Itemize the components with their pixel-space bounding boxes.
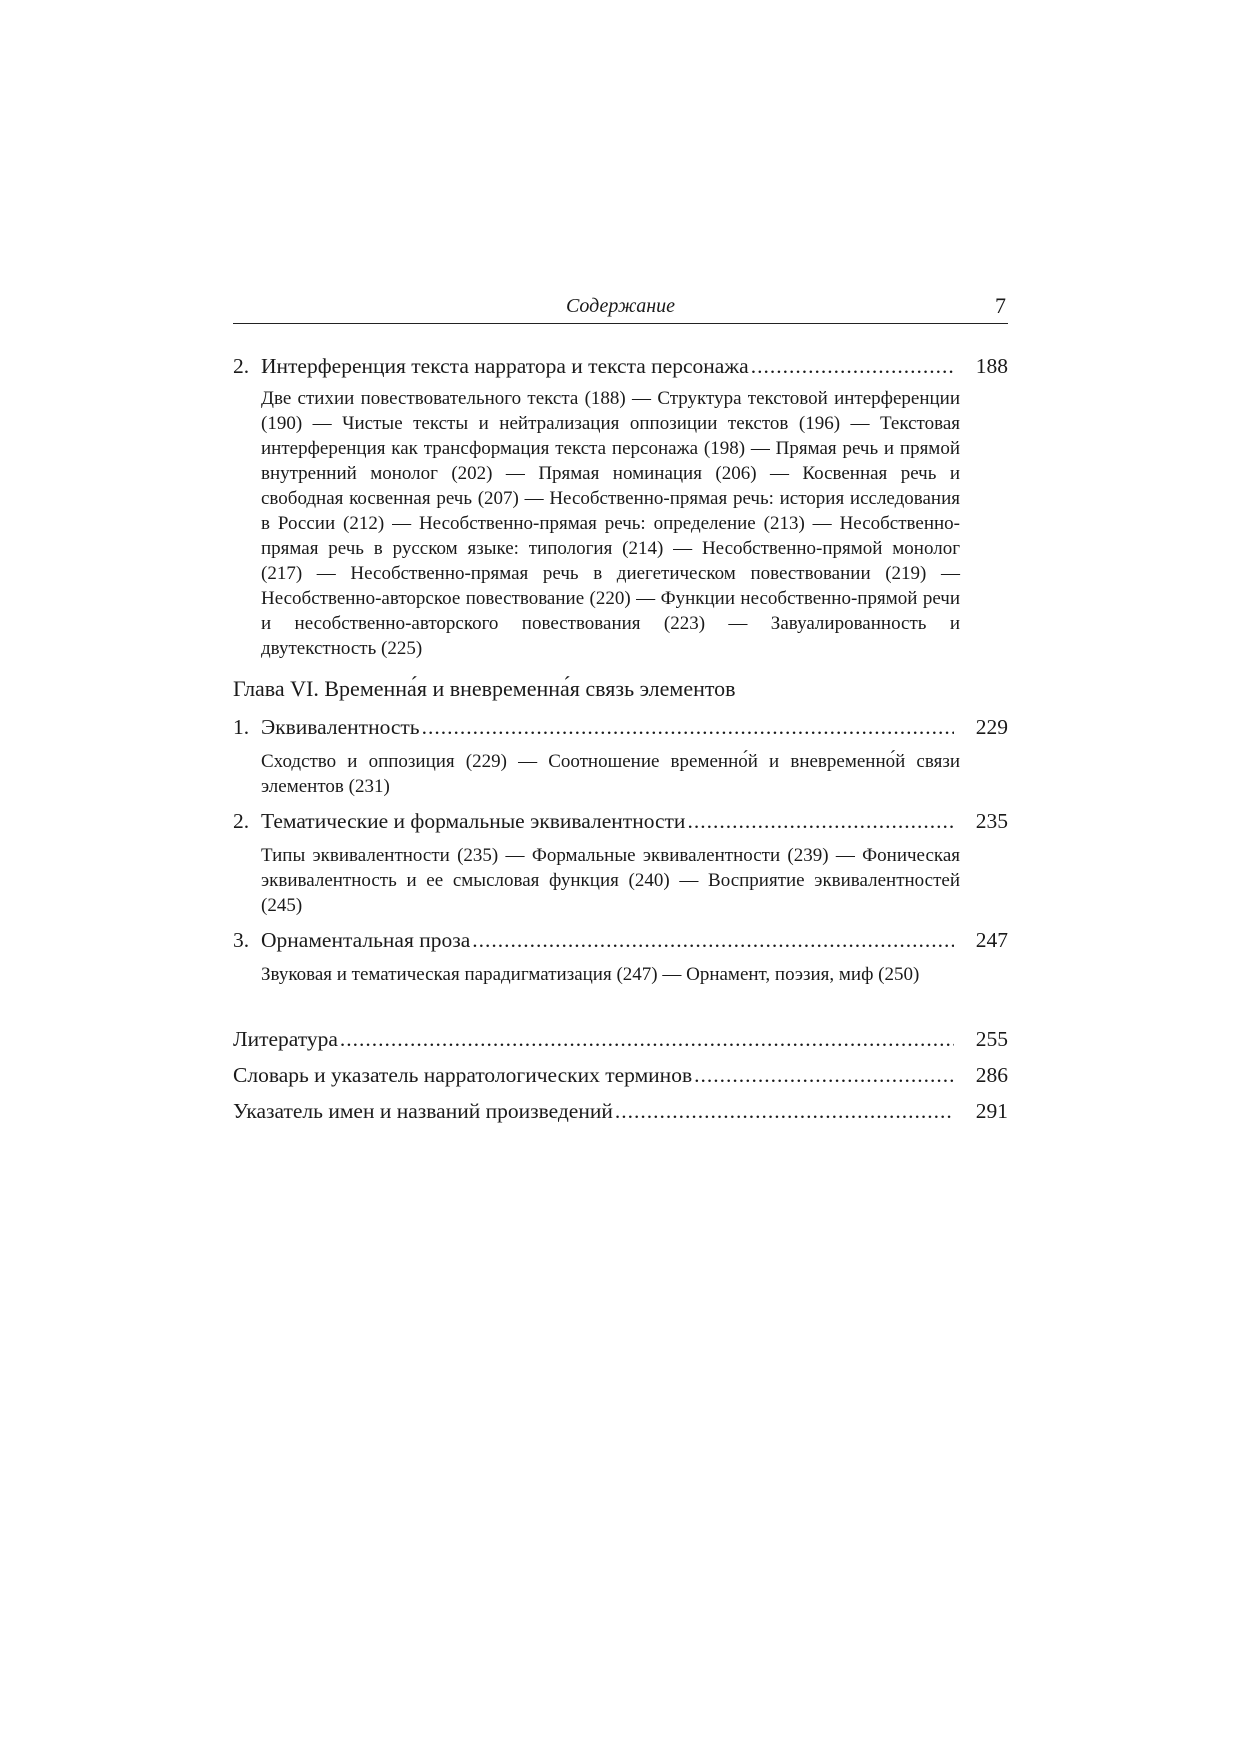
back-matter-page: 286 xyxy=(975,1063,1008,1087)
back-matter xyxy=(233,1025,1008,1125)
back-matter-title: Словарь и указатель нарратологических терминов xyxy=(233,1063,693,1087)
dot-leader xyxy=(472,926,954,954)
section-title: Эквивалентность xyxy=(261,715,420,739)
dot-leader xyxy=(687,807,954,835)
section-title: Интерференция текста нарратора и текста персонажа xyxy=(261,354,749,378)
section-number: 2. xyxy=(233,809,250,833)
toc-section xyxy=(233,807,1008,918)
section-page: 229 xyxy=(975,715,1008,739)
back-matter-page: 255 xyxy=(975,1027,1008,1051)
toc-entry xyxy=(233,807,1008,835)
section-number: 3. xyxy=(233,928,250,952)
toc-section xyxy=(233,713,1008,799)
section-number: 1. xyxy=(233,715,250,739)
toc-entry xyxy=(233,352,1008,380)
dot-leader xyxy=(694,1061,954,1089)
toc-section xyxy=(233,926,1008,987)
section-page: 247 xyxy=(975,928,1008,952)
section-description: Две стихии повествовательного текста (188) — Структура текстовой интерференции (190) — Чистые тексты и нейтрализация оппозиции текстов (196) — Текстовая интерференция как трансформация текста персонажа (198) — Прямая речь и прямой внутренний монолог (202) — Прямая номинация (206) — Косвенная речь и свободная косвенная речь (207) — Несобственно-прямая речь: история исследования в России (212) — Несобственно-прямая речь: определение (213) — Несобственно-прямая речь в русском языке: типология (214) — Несобственно-прямой монолог (217) — Несобственно-прямая речь в диегетическом повествовании (219) — Несобственно-авторское повествование (220) — Функции несобственно-прямой речи и несобственно-авторского повествования (223) — Завуалированность и двутекстность (225) xyxy=(261,388,960,659)
toc-page xyxy=(233,295,1008,1125)
dot-leader xyxy=(751,352,954,380)
dot-leader xyxy=(422,713,954,741)
toc-entry xyxy=(233,926,1008,954)
toc-entry xyxy=(233,1097,1008,1125)
back-matter-title: Литература xyxy=(233,1027,338,1051)
dot-leader xyxy=(615,1097,954,1125)
back-matter-title: Указатель имен и названий произведений xyxy=(233,1099,613,1123)
toc-entry xyxy=(233,1025,1008,1053)
toc-section xyxy=(233,352,1008,661)
running-header xyxy=(233,295,1008,324)
toc-entry xyxy=(233,1061,1008,1089)
chapter-title: Глава VI. Временна́я и вневременна́я связь элементов xyxy=(233,676,736,701)
section-title: Тематические и формальные эквивалентности xyxy=(261,809,686,833)
section-description: Звуковая и тематическая парадигматизация (247) — Орнамент, поэзия, миф (250) xyxy=(261,964,920,985)
section-description: Сходство и оппозиция (229) — Соотношение временно́й и вневременно́й связи элементов (231) xyxy=(261,751,960,797)
section-number: 2. xyxy=(233,354,250,378)
section-description: Типы эквивалентности (235) — Формальные эквивалентности (239) — Фоническая эквивалентность и ее смысловая функция (240) — Восприятие эквивалентностей (245) xyxy=(261,845,960,916)
back-matter-page: 291 xyxy=(975,1099,1008,1123)
page-number: 7 xyxy=(995,293,1006,318)
toc-entry xyxy=(233,713,1008,741)
section-page: 188 xyxy=(975,354,1008,378)
dot-leader xyxy=(340,1025,954,1053)
section-title: Орнаментальная проза xyxy=(261,928,471,952)
section-page: 235 xyxy=(975,809,1008,833)
running-title: Содержание xyxy=(565,295,676,317)
